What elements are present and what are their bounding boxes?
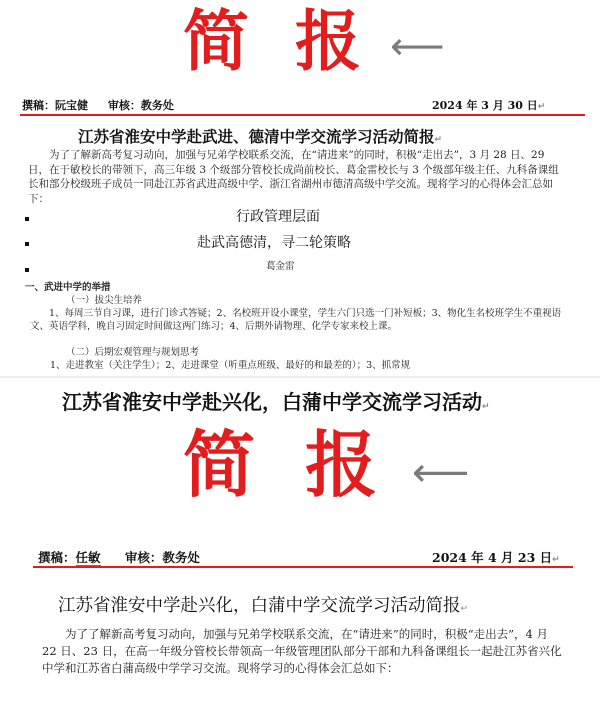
report2-reviewer: 教务处 xyxy=(162,550,200,565)
report1-para1: 1、每周三节自习课，进行门诊式答疑；2、名校班开设小课堂，学生六门只选一门补短板；3、物化生名校班学生不重视语文、英语学科，晚自习固定时间做这两门练习；4、后期外请物理、化学专家来校上课。 xyxy=(30,308,562,332)
image-seam xyxy=(0,376,600,378)
report1-sub1: （一）拔尖生培养 xyxy=(66,295,143,306)
report1-divider xyxy=(20,114,585,116)
report2-headline: 江苏省淮安中学赴兴化，白蒲中学交流学习活动简报↵ xyxy=(58,596,469,616)
report1-headline: 江苏省淮安中学赴武进、德清中学交流学习活动简报↵ xyxy=(78,128,443,146)
report2-caption: 江苏省淮安中学赴兴化，白蒲中学交流学习活动↵ xyxy=(62,390,490,414)
report2-intro: 为了了解新高考复习动向，加强与兄弟学校联系交流，在“请进来”的同时，积极“走出去”，4 月 22 日、23 日，在高一年级分管校长带领高一年级管理团队部分干部和九科备课组长一起赴江苏省兴化中学和江苏省白蒲高级中学学习交流。现将学习的心得体会汇总如下： xyxy=(42,627,562,675)
report1-item1: 一、武进中学的举措 xyxy=(25,282,111,293)
report1-intro: 为了了解新高考复习动向，加强与兄弟学校联系交流，在“请进来”的同时，积极“走出去”，3 月 28 日、29 日，在于敏校长的带领下，高三年级 3 个级部分管校长成尚前校长、葛金雷校长与 3 个级部年级主任、九科备课组长和部分校级班子成员一同赴江苏省武进高级中学、浙江省湖州市德清高级中学交流。现将学习的心得体会汇总如下： xyxy=(28,149,559,205)
report1-date: 2024 年 3 月 30 日↵ xyxy=(432,99,546,112)
bullet-icon xyxy=(25,217,29,221)
bullet-icon xyxy=(25,268,29,272)
report2-title: 简 报 xyxy=(183,423,378,507)
return-arrow-icon: ⟵ xyxy=(390,24,445,68)
report1-reviewer: 教务处 xyxy=(140,99,174,112)
report2-author: 任敏 xyxy=(75,550,101,565)
report1-para2: 1、走进教室（关注学生）；2、走进课堂（听重点班级、最好的和最差的）；3、抓常规 xyxy=(50,360,411,371)
report1-byline: 葛金雷 xyxy=(266,261,295,272)
report2-date: 2024 年 4 月 23 日↵ xyxy=(432,550,560,565)
report1-sub2: （二）后期宏观管理与规划思考 xyxy=(66,347,200,358)
report1-author: 阮宝健 xyxy=(55,99,88,112)
report2-author-line: 撰稿：任敏 审核：教务处 xyxy=(38,550,200,565)
return-arrow-icon: ⟵ xyxy=(412,450,470,496)
report1-author-line: 撰稿：阮宝健 审核：教务处 xyxy=(22,99,174,112)
report1-section2: 赴武高德清，寻二轮策略 xyxy=(197,235,351,251)
report1-section1: 行政管理层面 xyxy=(236,209,320,225)
report2-divider xyxy=(33,566,573,568)
report1-title: 简 报 xyxy=(183,3,361,80)
bullet-icon xyxy=(25,242,29,246)
